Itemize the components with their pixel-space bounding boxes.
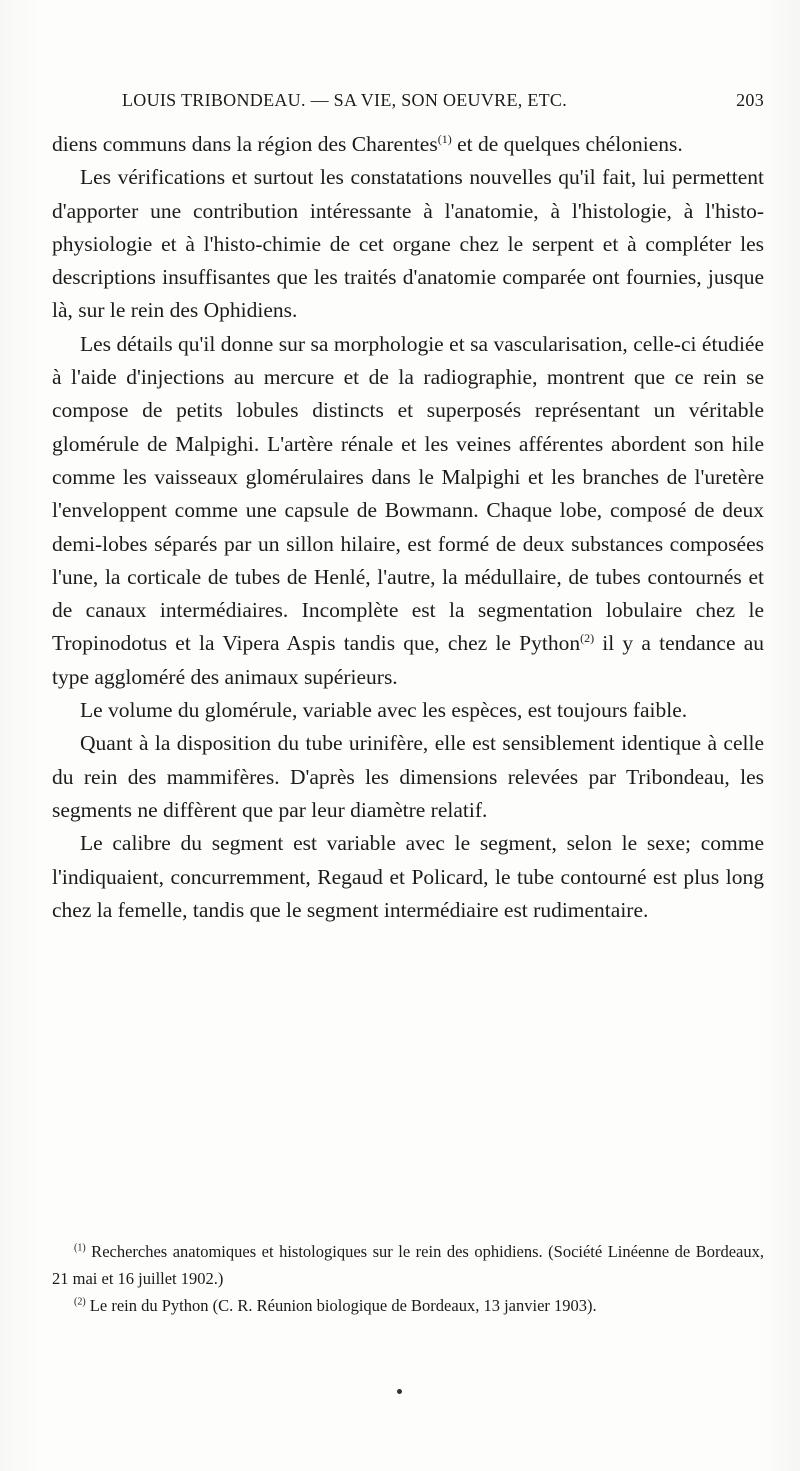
footnote-2-marker: (2) [74, 1296, 86, 1308]
paragraph-4: Le volume du glomérule, variable avec les espèces, est toujours faible. [80, 698, 688, 723]
footnotes [52, 1238, 764, 1319]
paragraph-6: Le calibre du segment est variable avec le segment, selon le sexe; comme l'indiquaient, concurremment, Regaud et Policard, le tube contourné est plus long chez la femelle, tandis que le segment intermédiaire est rudimentaire. [52, 831, 764, 922]
body-text [52, 128, 764, 927]
footnote-ref-2: (2) [580, 631, 595, 646]
paragraph-3-text: Les détails qu'il donne sur sa morphologie et sa vascularisation, celle-ci étudiée à l'aide d'injections au mercure et de la radiographie, montrent que ce rein se compose de petits lobules distincts et superposés représentant un véritable glomérule de Malpighi. L'artère rénale et les veines afférentes abordent son hile comme les vaisseaux glomérulaires dans le Malpighi et les branches de l'uretère l'enveloppent comme une capsule de Bowmann. Chaque lobe, composé de deux demi-lobes séparés par un sillon hilaire, est formé de deux substances composées l'une, la corticale de tubes de Henlé, l'autre, la médullaire, de tubes contournés et de canaux intermédiaires. Incomplète est la segmentation lobulaire chez le Tropinodotus et la Vipera Aspis tandis que, chez le Python [52, 331, 764, 656]
print-mark-dot [397, 1389, 402, 1394]
footnote-ref-1: (1) [437, 131, 452, 146]
paragraph-1-text: diens communs dans la région des Charentes [52, 132, 438, 156]
paragraph-5: Quant à la disposition du tube urinifère, elle est sensiblement identique à celle du rein des mammifères. D'après les dimensions relevées par Tribondeau, les segments ne diffèrent que par leur diamètre relatif. [52, 731, 764, 822]
footnote-1 [52, 1238, 764, 1292]
running-head [52, 90, 764, 120]
footnote-1-text: Recherches anatomiques et histologiques sur le rein des ophidiens. (Société Linéenne de Bordeaux, 21 mai et 16 juillet 1902.) [52, 1242, 764, 1288]
paragraph-3-tail: il y a tendance au type aggloméré des animaux supérieurs. [52, 631, 764, 689]
footnote-1-marker: (1) [74, 1242, 86, 1254]
running-title: LOUIS TRIBONDEAU. — SA VIE, SON OEUVRE, ETC. [122, 90, 568, 110]
paragraph-2: Les vérifications et surtout les constatations nouvelles qu'il fait, lui permettent d'apporter une contribution intéressante à l'anatomie, à l'histologie, à l'histo-physiologie et à l'histo-chimie de cet organe chez le serpent et à compléter les descriptions insuffisantes que les traités d'anatomie comparée ont fournies, jusque là, sur le rein des Ophidiens. [52, 165, 764, 323]
page-number: 203 [736, 90, 764, 110]
paragraph-1 [52, 128, 764, 161]
footnote-2-text: Le rein du Python (C. R. Réunion biologique de Bordeaux, 13 janvier 1903). [85, 1296, 597, 1315]
paragraph-1-tail: et de quelques chéloniens. [451, 132, 683, 156]
paragraph-3 [52, 328, 764, 694]
footnote-2 [52, 1292, 764, 1319]
